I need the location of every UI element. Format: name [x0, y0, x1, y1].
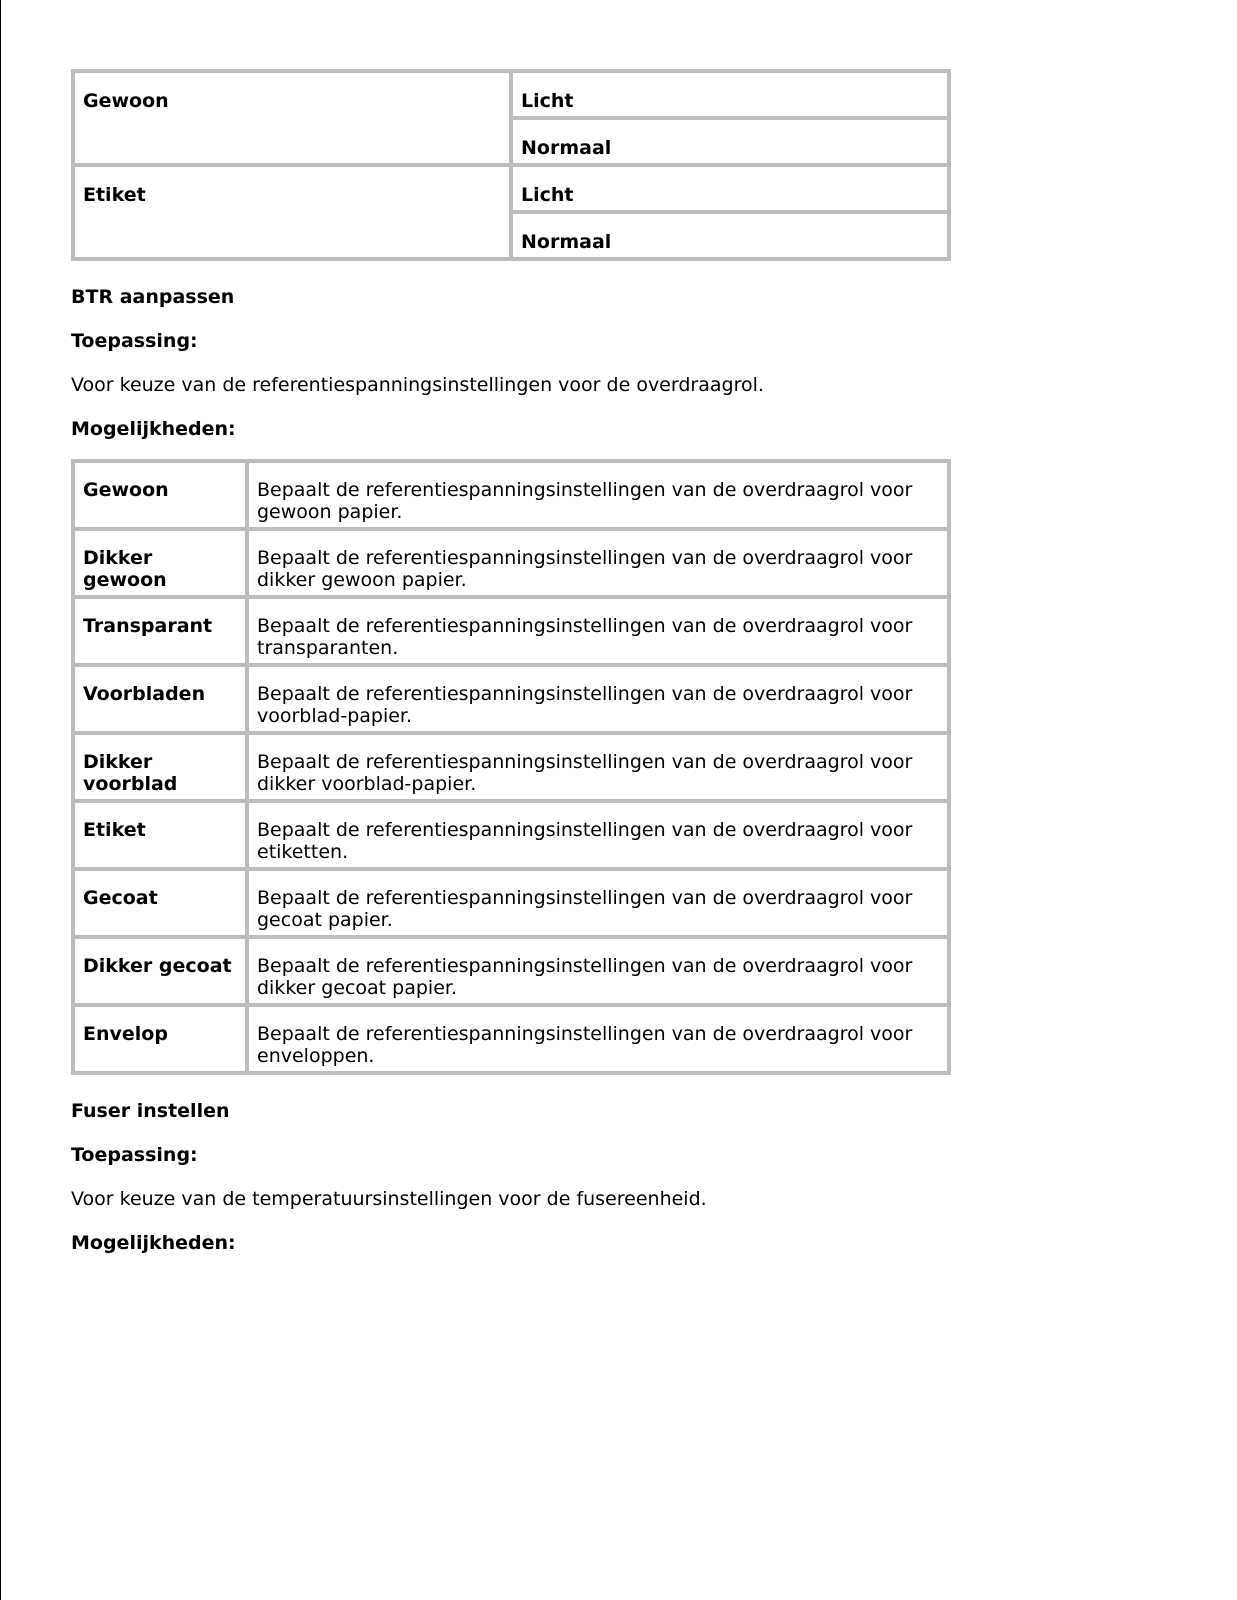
- paper-type-cell: Dikker gecoat: [73, 937, 247, 1005]
- description-cell: Bepaalt de referentiespanningsinstellingen van de overdraagrol voor dikker voorblad-papier.: [247, 733, 949, 801]
- option-cell: Normaal: [511, 212, 949, 259]
- option-cell: Normaal: [511, 118, 949, 165]
- description-cell: Bepaalt de referentiespanningsinstellingen van de overdraagrol voor transparanten.: [247, 597, 949, 665]
- table-row: [73, 665, 949, 733]
- description-cell: Bepaalt de referentiespanningsinstellingen van de overdraagrol voor gewoon papier.: [247, 461, 949, 529]
- section-title-fuser: Fuser instellen: [71, 1100, 230, 1122]
- description-cell: Bepaalt de referentiespanningsinstellingen van de overdraagrol voor enveloppen.: [247, 1005, 949, 1073]
- purpose-text: Voor keuze van de temperatuursinstellingen voor de fusereenheid.: [71, 1188, 707, 1210]
- table-row: [73, 529, 949, 597]
- description-cell: Bepaalt de referentiespanningsinstellingen van de overdraagrol voor voorblad-papier.: [247, 665, 949, 733]
- table-row: [73, 869, 949, 937]
- description-cell: Bepaalt de referentiespanningsinstellingen van de overdraagrol voor gecoat papier.: [247, 869, 949, 937]
- paper-type-cell: Gewoon: [73, 71, 511, 165]
- option-cell: Licht: [511, 71, 949, 118]
- paper-type-cell: Dikker voorblad: [73, 733, 247, 801]
- page-left-border: [0, 0, 1, 1600]
- btr-options-table: [71, 459, 951, 1075]
- table-row: [73, 165, 949, 212]
- option-cell: Licht: [511, 165, 949, 212]
- table-row: [73, 71, 949, 118]
- options-label: Mogelijkheden:: [71, 418, 236, 440]
- table-row: [73, 597, 949, 665]
- document-content: [71, 69, 951, 1254]
- paper-type-cell: Etiket: [73, 165, 511, 259]
- options-label: Mogelijkheden:: [71, 1232, 236, 1254]
- paper-type-cell: Etiket: [73, 801, 247, 869]
- table-row: [73, 1005, 949, 1073]
- purpose-label: Toepassing:: [71, 330, 198, 352]
- paper-type-cell: Transparant: [73, 597, 247, 665]
- section-title-btr: BTR aanpassen: [71, 286, 235, 308]
- table-row: [73, 801, 949, 869]
- table-row: [73, 733, 949, 801]
- table-row: [73, 937, 949, 1005]
- purpose-label: Toepassing:: [71, 1144, 198, 1166]
- paper-type-cell: Envelop: [73, 1005, 247, 1073]
- purpose-text: Voor keuze van de referentiespanningsinstellingen voor de overdraagrol.: [71, 374, 764, 396]
- description-cell: Bepaalt de referentiespanningsinstellingen van de overdraagrol voor etiketten.: [247, 801, 949, 869]
- paper-type-cell: Gewoon: [73, 461, 247, 529]
- description-cell: Bepaalt de referentiespanningsinstellingen van de overdraagrol voor dikker gecoat papier.: [247, 937, 949, 1005]
- paper-type-cell: Gecoat: [73, 869, 247, 937]
- description-cell: Bepaalt de referentiespanningsinstellingen van de overdraagrol voor dikker gewoon papier.: [247, 529, 949, 597]
- paper-type-cell: Dikker gewoon: [73, 529, 247, 597]
- paper-type-cell: Voorbladen: [73, 665, 247, 733]
- table-row: [73, 461, 949, 529]
- paper-type-options-table: [71, 69, 951, 261]
